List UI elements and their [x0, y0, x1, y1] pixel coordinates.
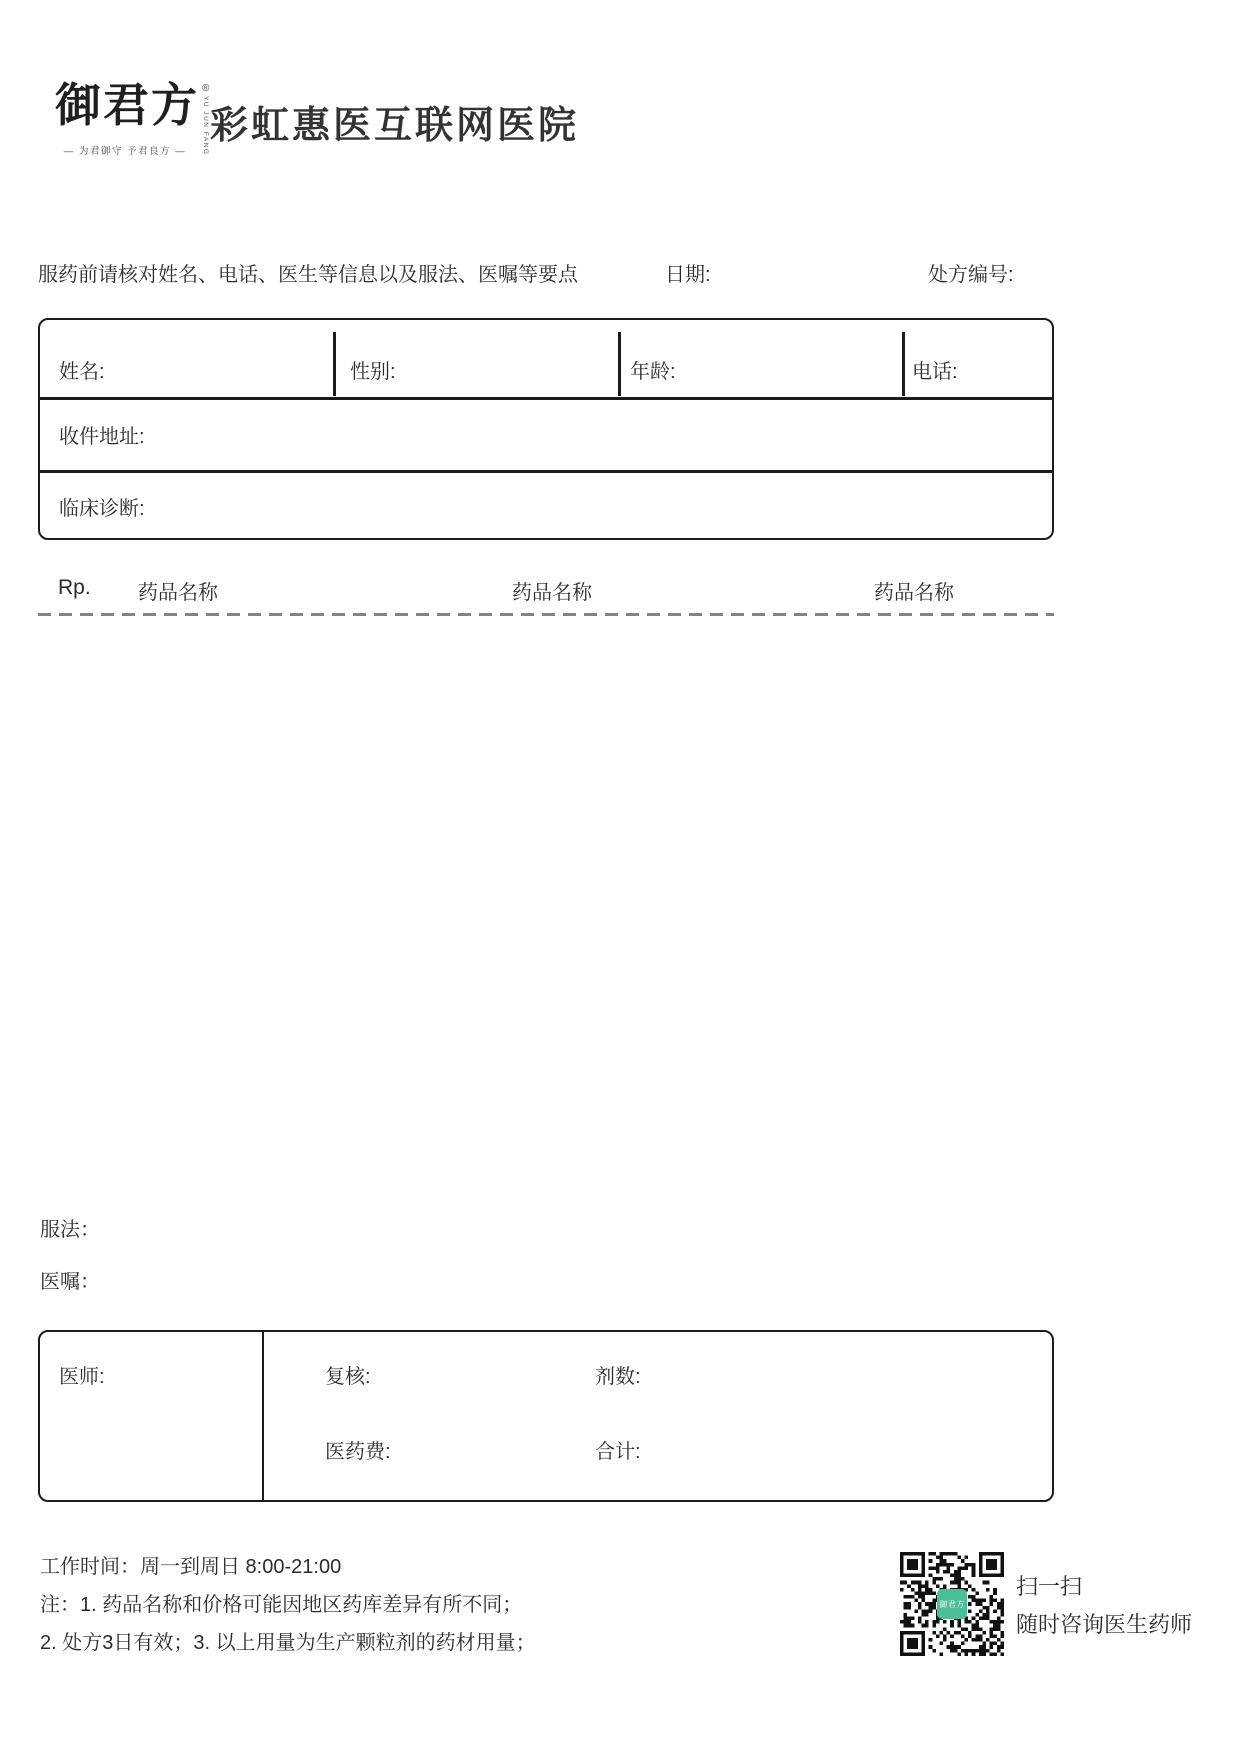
column-divider	[902, 332, 905, 396]
name-field-label: 姓名:	[59, 361, 105, 383]
rp-label: Rp.	[58, 576, 91, 599]
doses-label: 剂数:	[595, 1366, 641, 1388]
working-hours: 工作时间：周一到周日 8:00-21:00	[40, 1556, 342, 1578]
patient-row-diagnosis	[40, 473, 1052, 539]
patient-info-box	[38, 318, 1054, 540]
scan-qr-title: 扫一扫	[1016, 1574, 1083, 1599]
signature-box	[38, 1330, 1054, 1502]
review-row	[325, 1360, 641, 1389]
review-fee-cell	[266, 1332, 1052, 1500]
qr-center-logo	[937, 1589, 967, 1619]
column-divider	[618, 332, 621, 396]
review-label: 复核:	[325, 1366, 371, 1388]
fee-label: 医药费:	[325, 1441, 391, 1463]
diagnosis-field-label: 临床诊断:	[59, 497, 145, 520]
usage-method-label: 服法：	[40, 1219, 100, 1241]
brand-tagline: — 为君御守 予君良方 —	[63, 146, 187, 157]
hospital-name: 彩虹惠医互联网医院	[210, 105, 580, 147]
registered-mark: ®	[202, 83, 210, 94]
brand-logo-side	[202, 84, 209, 155]
physician-cell	[40, 1332, 264, 1500]
patient-row-address	[40, 399, 1052, 470]
physician-label: 医师:	[59, 1366, 105, 1388]
total-label: 合计:	[595, 1441, 641, 1463]
doctor-advice-label: 医嘱：	[40, 1271, 100, 1293]
column-divider	[333, 332, 336, 396]
age-field-label: 年龄:	[630, 361, 676, 383]
date-label: 日期:	[665, 264, 711, 286]
brand-logo-text: 御君方	[55, 78, 199, 132]
verification-notice: 服药前请核对姓名、电话、医生等信息以及服法、医嘱等要点	[38, 264, 578, 286]
footer-note-1: 注：1. 药品名称和价格可能因地区药库差异有所不同；	[40, 1594, 523, 1616]
drug-name-column-header: 药品名称	[512, 582, 592, 604]
address-field-label: 收件地址:	[59, 426, 145, 448]
scan-qr-subtitle: 随时咨询医生药师	[1016, 1612, 1193, 1637]
phone-field-label: 电话:	[912, 361, 958, 383]
brand-logo-pinyin: YU JUN FANG	[202, 96, 210, 156]
qr-center-logo-text: 御君方	[939, 1599, 965, 1609]
prescription-number-label: 处方编号:	[928, 264, 1014, 286]
dashed-separator	[38, 613, 1054, 616]
drug-name-column-header: 药品名称	[138, 582, 218, 604]
qr-code	[900, 1552, 1004, 1656]
gender-field-label: 性别:	[350, 361, 396, 383]
fee-row	[325, 1435, 641, 1464]
patient-row-basic	[40, 320, 1052, 397]
footer-notes	[40, 1548, 536, 1662]
drug-name-column-header: 药品名称	[874, 582, 954, 604]
footer-note-2: 2. 处方3日有效；3. 以上用量为生产颗粒剂的药材用量；	[40, 1632, 536, 1654]
